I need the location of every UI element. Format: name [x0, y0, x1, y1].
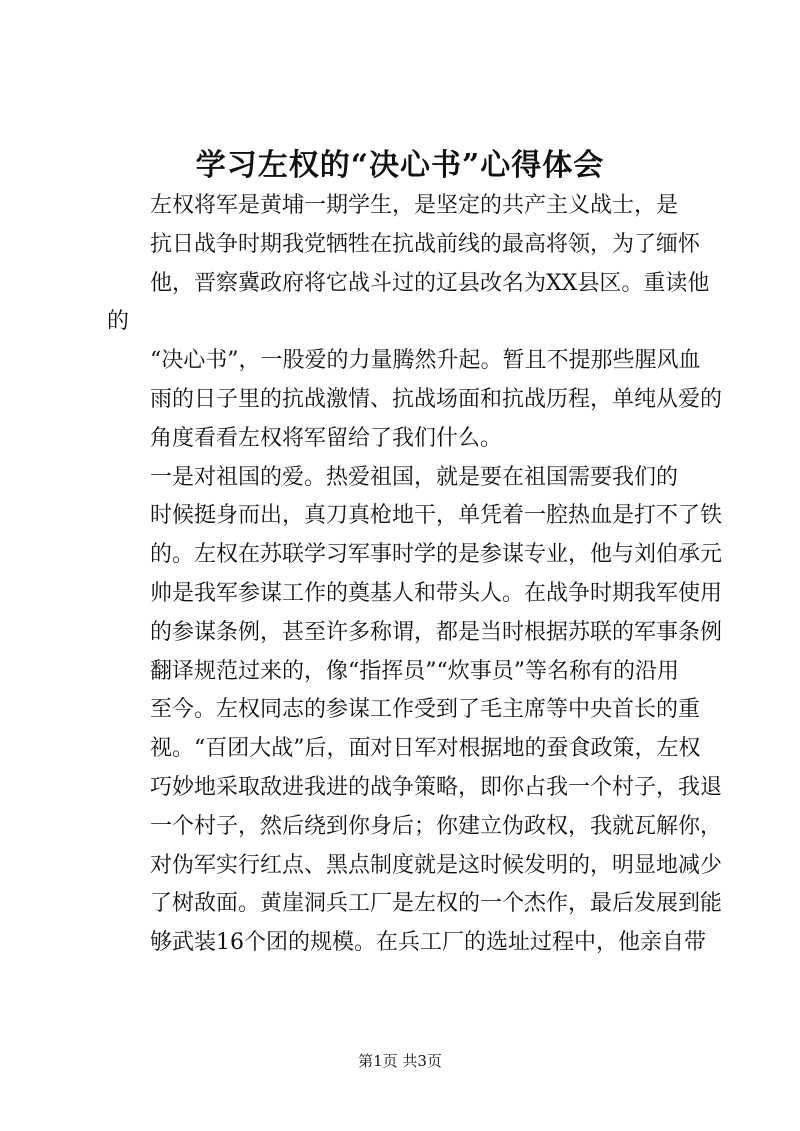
- text-line: 对伪军实行红点、黑点制度就是这时候发明的，明显地减少: [150, 852, 723, 878]
- text-line: 够武装16个团的规模。在兵工厂的选址过程中，他亲自带: [150, 930, 706, 956]
- text-line: “决心书”，一股爱的力量腾然升起。暂且不提那些腥风血: [150, 348, 701, 374]
- text-line: 左权将军是黄埔一期学生，是坚定的共产主义战士，是: [150, 193, 679, 218]
- text-line: 一个村子，然后绕到你身后；你建立伪政权，我就瓦解你，: [150, 813, 723, 839]
- text-line: 他，晋察冀政府将它战斗过的辽县改名为XX县区。重读他: [150, 270, 710, 296]
- text-line: 雨的日子里的抗战激情、抗战场面和抗战历程，单纯从爱的: [150, 386, 723, 412]
- text-line: 时候挺身而出，真刀真枪地干，单凭着一腔热血是打不了铁: [150, 503, 723, 529]
- page-title: 学习左权的“决心书”心得体会: [195, 148, 605, 183]
- text-line: 帅是我军参谋工作的奠基人和带头人。在战争时期我军使用: [150, 580, 723, 606]
- text-line: 角度看看左权将军留给了我们什么。: [150, 425, 503, 451]
- text-line: 的参谋条例，甚至许多称谓，都是当时根据苏联的军事条例: [150, 619, 723, 645]
- text-line: 的: [107, 309, 130, 335]
- text-line: 一是对祖国的爱。热爱祖国，就是要在祖国需要我们的: [150, 464, 679, 490]
- text-line: 巧妙地采取敌进我进的战争策略，即你占我一个村子，我退: [150, 774, 723, 800]
- body-text: [0, 187, 800, 963]
- text-line: 抗日战争时期我党牺牲在抗战前线的最高将领，为了缅怀: [150, 231, 701, 257]
- text-line: 的。左权在苏联学习军事时学的是参谋专业，他与刘伯承元: [150, 542, 723, 568]
- text-line: 视。“百团大战”后，面对日军对根据地的蚕食政策，左权: [150, 736, 701, 762]
- text-line: 翻译规范过来的，像“指挥员”“炊事员”等名称有的沿用: [150, 658, 679, 684]
- text-line: 了树敌面。黄崖洞兵工厂是左权的一个杰作，最后发展到能: [150, 891, 723, 917]
- text-line: 至今。左权同志的参谋工作受到了毛主席等中央首长的重: [150, 697, 701, 723]
- page-footer: 第1页 共3页: [358, 1052, 442, 1070]
